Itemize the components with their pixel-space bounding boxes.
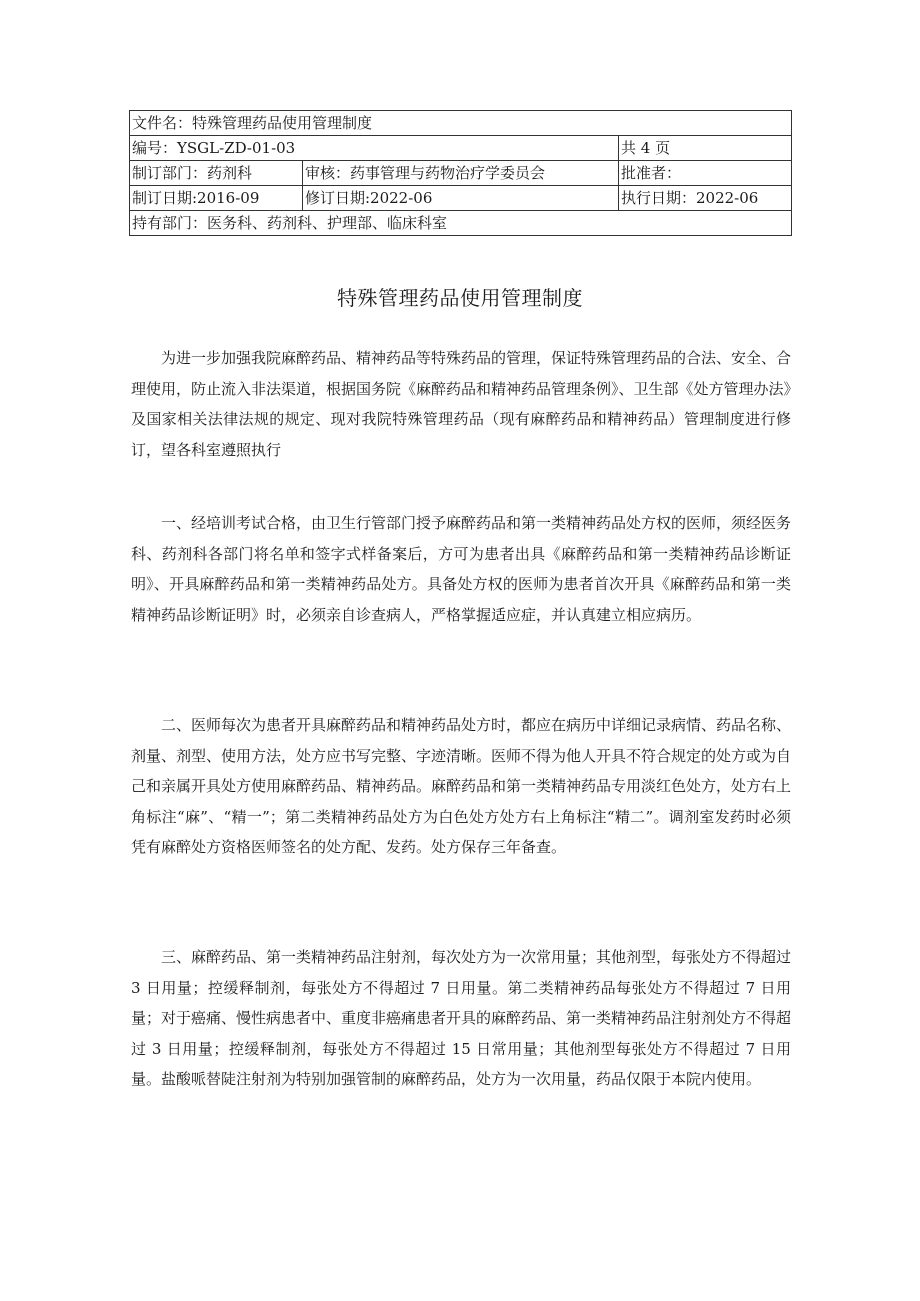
header-row-authority xyxy=(130,161,792,186)
article-1-paragraph: 一、经培训考试合格，由卫生行管部门授予麻醉药品和第一类精神药品处方权的医师，须经医务科、药剂科各部门将名单和签字式样备案后，方可为患者出具《麻醉药品和第一类精神药品诊断证明》、开具麻醉药品和第一类精神药品处方。具备处方权的医师为患者首次开具《麻醉药品和第一类精神药品诊断证明》时，必须亲自诊查病人，严格掌握适应症，并认真建立相应病历。 xyxy=(131,514,792,624)
header-row-code xyxy=(130,136,792,161)
document-header-table xyxy=(129,110,792,236)
file-name-cell: 文件名：特殊管理药品使用管理制度 xyxy=(130,111,792,136)
header-row-dates xyxy=(130,186,792,211)
made-date-cell: 制订日期:2016-09 xyxy=(130,186,303,211)
article-2-paragraph: 二、医师每次为患者开具麻醉药品和精神药品处方时，都应在病历中详细记录病情、药品名称、剂量、剂型、使用方法，处方应书写完整、字迹清晰。医师不得为他人开具不符合规定的处方或为自己和亲属开具处方使用麻醉药品、精神药品。麻醉药品和第一类精神药品专用淡红色处方，处方右上角标注“麻”、“精一”；第二类精神药品处方为白色处方处方右上角标注“精二”。调剂室发药时必须凭有麻醉处方资格医师签名的处方配、发药。处方保存三年备查。 xyxy=(131,716,792,856)
document-code-cell: 编号：YSGL-ZD-01-03 xyxy=(130,136,619,161)
header-row-file-name xyxy=(130,111,792,136)
revised-date-cell: 修订日期:2022-06 xyxy=(303,186,619,211)
article-3-paragraph: 三、麻醉药品、第一类精神药品注射剂，每次处方为一次常用量；其他剂型，每张处方不得超过 3 日用量；控缓释制剂，每张处方不得超过 7 日用量。第二类精神药品每张处方不得超过 7 日用量；对于癌痛、慢性病患者中、重度非癌痛患者开具的麻醉药品、第一类精神药品注射剂处方不得超过 3 日用量；控缓释制剂，每张处方不得超过 15 日常用量；其他剂型每张处方不得超过 7 日用量。盐酸哌替陡注射剂为特别加强管制的麻醉药品，处方为一次用量，药品仅限于本院内使用。 xyxy=(131,948,792,1088)
header-row-holders xyxy=(130,211,792,236)
page-count-cell: 共 4 页 xyxy=(619,136,792,161)
department-cell: 制订部门：药剂科 xyxy=(130,161,303,186)
approver-cell: 批准者： xyxy=(619,161,792,186)
reviewer-cell: 审核：药事管理与药物治疗学委员会 xyxy=(303,161,619,186)
document-title: 特殊管理药品使用管理制度 xyxy=(337,286,583,310)
effective-date-cell: 执行日期：2022-06 xyxy=(619,186,792,211)
intro-paragraph: 为进一步加强我院麻醉药品、精神药品等特殊药品的管理，保证特殊管理药品的合法、安全、合理使用，防止流入非法渠道，根据国务院《麻醉药品和精神药品管理条例》、卫生部《处方管理办法》及国家相关法律法规的规定、现对我院特殊管理药品（现有麻醉药品和精神药品）管理制度进行修订，望各科室遵照执行 xyxy=(131,349,792,459)
holder-departments-cell: 持有部门：医务科、药剂科、护理部、临床科室 xyxy=(130,211,792,236)
